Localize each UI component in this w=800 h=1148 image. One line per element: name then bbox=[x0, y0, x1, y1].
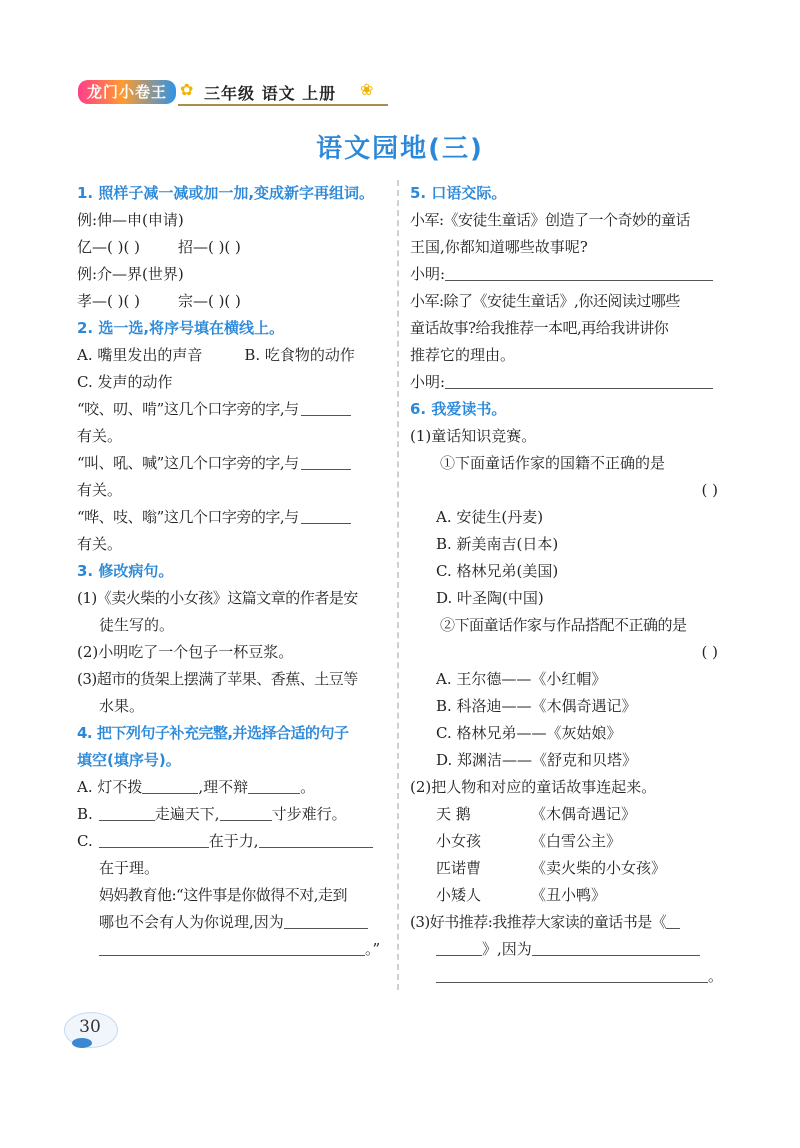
q1-row2-b[interactable]: 宗—( )( ) bbox=[177, 292, 241, 310]
q4-heading-line-1: 4. 把下列句子补充完整,并选择合适的句子 bbox=[77, 724, 349, 742]
q2-answer-1-blank[interactable] bbox=[301, 397, 351, 416]
q6-q1-stem: ①下面童话作家的国籍不正确的是 bbox=[440, 454, 666, 472]
q6-q2-option-d: D. 郑渊洁——《舒克和贝塔》 bbox=[436, 751, 638, 769]
q4-heading-line-2: 填空(填序号)。 bbox=[77, 751, 181, 769]
q4-a-blank-1[interactable] bbox=[142, 775, 198, 794]
q4-mom-line-2-text: 哪也不会有人为你说理,因为 bbox=[99, 913, 284, 931]
q6-book-blank-start[interactable] bbox=[666, 910, 680, 929]
q1-row1-b[interactable]: 招—( )( ) bbox=[177, 238, 241, 256]
q5-xiaojun-1-line-2: 王国,你都知道哪些故事呢? bbox=[410, 238, 588, 256]
q5-xiaoming-2-label: 小明: bbox=[410, 373, 446, 391]
q6-q1-option-d: D. 叶圣陶(中国) bbox=[436, 589, 544, 607]
q6-person-1[interactable]: 天 鹅 bbox=[436, 805, 471, 823]
brand-logo: 龙门小卷王 bbox=[78, 80, 176, 104]
q5-heading: 5. 口语交际。 bbox=[410, 184, 507, 202]
q4-a-text-3: 。 bbox=[300, 778, 316, 796]
q2-option-a: A. 嘴里发出的声音 bbox=[77, 346, 203, 364]
q2-sentence-3-end: 有关。 bbox=[77, 535, 123, 553]
q4-mom-line-1: 妈妈教育他:“这件事是你做得不对,走到 bbox=[99, 886, 347, 904]
q6-person-4[interactable]: 小矮人 bbox=[436, 886, 482, 904]
q4-mom-line-2 bbox=[77, 909, 387, 936]
q6-part-3-line-2 bbox=[410, 936, 722, 963]
q6-heading: 6. 我爱读书。 bbox=[410, 400, 507, 418]
q5-xiaoming-1-label: 小明: bbox=[410, 265, 446, 283]
q6-q2-option-a: A. 王尔德——《小红帽》 bbox=[436, 670, 607, 688]
q6-part-1: (1)童话知识竞赛。 bbox=[410, 427, 537, 445]
q6-story-1[interactable]: 《木偶奇遇记》 bbox=[531, 805, 637, 823]
butterfly-icon: ❀ bbox=[360, 80, 374, 99]
q2-answer-2-blank[interactable] bbox=[301, 451, 351, 470]
q6-q1-option-c: C. 格林兄弟(美国) bbox=[436, 562, 559, 580]
q5-xiaoming-2-blank[interactable] bbox=[445, 370, 713, 389]
q4-b-text-1: B. bbox=[77, 805, 93, 823]
right-column bbox=[410, 180, 722, 990]
q4-mom-end: 。” bbox=[365, 940, 381, 958]
q3-item-3-line-1: (3)超市的货架上摆满了苹果、香蕉、土豆等 bbox=[77, 670, 358, 688]
q6-q1-option-a: A. 安徒生(丹麦) bbox=[436, 508, 544, 526]
q5-xiaoming-2 bbox=[410, 369, 722, 396]
q6-pair-3 bbox=[410, 855, 722, 882]
q5-xiaojun-2-line-3: 推荐它的理由。 bbox=[410, 346, 516, 364]
q4-b-blank-1[interactable] bbox=[99, 802, 155, 821]
q6-book-blank[interactable] bbox=[436, 937, 482, 956]
q4-c-text-2: 在于力, bbox=[208, 832, 259, 850]
q3-item-3-line-2: 水果。 bbox=[99, 697, 145, 715]
q1-row1-a[interactable]: 亿—( )( ) bbox=[77, 238, 140, 256]
q6-story-2[interactable]: 《白雪公主》 bbox=[531, 832, 622, 850]
q6-person-2[interactable]: 小女孩 bbox=[436, 832, 482, 850]
q4-mom-blank-1[interactable] bbox=[284, 910, 368, 929]
q6-part-3-line-3 bbox=[410, 963, 722, 990]
q4-mom-blank-2[interactable] bbox=[99, 937, 365, 956]
q6-pair-1 bbox=[410, 801, 722, 828]
q4-a-blank-2[interactable] bbox=[248, 775, 300, 794]
column-divider bbox=[397, 180, 399, 990]
q2-sentence-3-text: “哗、吱、嗡”这几个口字旁的字,与 bbox=[77, 508, 299, 526]
q6-pair-2 bbox=[410, 828, 722, 855]
q6-story-3[interactable]: 《卖火柴的小女孩》 bbox=[531, 859, 667, 877]
q6-q1-option-b: B. 新美南吉(日本) bbox=[436, 535, 559, 553]
header-rule bbox=[178, 104, 388, 106]
q6-story-4[interactable]: 《丑小鸭》 bbox=[531, 886, 607, 904]
q6-reason-blank-2[interactable] bbox=[436, 964, 708, 983]
q6-q2-stem: ②下面童话作家与作品搭配不正确的是 bbox=[440, 616, 687, 634]
bird-icon bbox=[72, 1038, 92, 1048]
q1-row-2 bbox=[77, 288, 387, 315]
q4-item-c-line-2: 在于理。 bbox=[99, 859, 160, 877]
q4-item-c bbox=[77, 828, 387, 855]
q2-option-b: B. 吃食物的动作 bbox=[244, 346, 355, 364]
q6-part-2: (2)把人物和对应的童话故事连起来。 bbox=[410, 778, 657, 796]
q6-pair-4 bbox=[410, 882, 722, 909]
q4-b-text-2: 走遍天下, bbox=[154, 805, 220, 823]
q1-heading: 1. 照样子减一减或加一加,变成新字再组词。 bbox=[77, 184, 375, 202]
q2-sentence-2-text: “叫、吼、喊”这几个口字旁的字,与 bbox=[77, 454, 299, 472]
q4-mom-line-3 bbox=[77, 936, 387, 963]
q3-item-1-line-1: (1)《卖火柴的小女孩》这篇文章的作者是安 bbox=[77, 589, 358, 607]
q6-q2-option-b: B. 科洛迪——《木偶奇遇记》 bbox=[436, 697, 637, 715]
q4-b-blank-2[interactable] bbox=[220, 802, 272, 821]
q5-xiaojun-1-line-1: 小军:《安徒生童话》创造了一个奇妙的童话 bbox=[410, 211, 691, 229]
q5-xiaoming-1 bbox=[410, 261, 722, 288]
q4-a-text-1: A. 灯不拨 bbox=[77, 778, 143, 796]
q6-person-3[interactable]: 匹诺曹 bbox=[436, 859, 482, 877]
q1-row-1 bbox=[77, 234, 387, 261]
q6-part-3-mid: 》,因为 bbox=[482, 940, 532, 958]
left-column bbox=[77, 180, 387, 963]
q6-q2-answer[interactable]: ( ) bbox=[701, 643, 718, 661]
q6-part-3-end: 。 bbox=[708, 967, 724, 985]
q3-heading: 3. 修改病句。 bbox=[77, 562, 174, 580]
q1-row2-a[interactable]: 孝—( )( ) bbox=[77, 292, 140, 310]
page-title: 语文园地(三) bbox=[316, 134, 484, 164]
q2-sentence-3 bbox=[77, 504, 387, 531]
q2-sentence-1-text: “咬、叨、啃”这几个口字旁的字,与 bbox=[77, 400, 299, 418]
q5-xiaojun-2-line-2: 童话故事?给我推荐一本吧,再给我讲讲你 bbox=[410, 319, 669, 337]
q4-a-text-2: ,理不辩 bbox=[198, 778, 249, 796]
q1-example-2: 例:介—界(世界) bbox=[77, 265, 184, 283]
q2-sentence-2 bbox=[77, 450, 387, 477]
q6-q1-answer[interactable]: ( ) bbox=[701, 481, 718, 499]
q4-item-a bbox=[77, 774, 387, 801]
grade-info: 三年级 语文 上册 bbox=[204, 84, 337, 103]
q3-item-1-line-2: 徒生写的。 bbox=[99, 616, 175, 634]
q6-q2-option-c: C. 格林兄弟——《灰姑娘》 bbox=[436, 724, 622, 742]
q5-xiaojun-2-line-1: 小军:除了《安徒生童话》,你还阅读过哪些 bbox=[410, 292, 680, 310]
q2-sentence-1 bbox=[77, 396, 387, 423]
q2-sentence-2-end: 有关。 bbox=[77, 481, 123, 499]
q4-b-text-3: 寸步难行。 bbox=[271, 805, 347, 823]
q4-c-blank-2[interactable] bbox=[259, 829, 373, 848]
q2-option-c: C. 发声的动作 bbox=[77, 373, 173, 391]
q2-answer-3-blank[interactable] bbox=[301, 505, 351, 524]
q1-example-1: 例:伸—申(申请) bbox=[77, 211, 184, 229]
q2-options-ab bbox=[77, 342, 387, 369]
q4-c-blank-1[interactable] bbox=[99, 829, 209, 848]
q6-part-3-text: (3)好书推荐:我推荐大家读的童话书是《 bbox=[410, 913, 667, 931]
q4-item-b bbox=[77, 801, 387, 828]
q5-xiaoming-1-blank[interactable] bbox=[445, 262, 713, 281]
page-number-badge bbox=[64, 1012, 116, 1050]
q4-c-text-1: C. bbox=[77, 832, 93, 850]
q2-sentence-1-end: 有关。 bbox=[77, 427, 123, 445]
page-number: 30 bbox=[79, 1017, 101, 1037]
q6-reason-blank-1[interactable] bbox=[532, 937, 700, 956]
q3-item-2: (2)小明吃了一个包子一杯豆浆。 bbox=[77, 643, 294, 661]
q6-part-3 bbox=[410, 909, 722, 936]
bee-icon: ✿ bbox=[180, 80, 194, 99]
q2-heading: 2. 选一选,将序号填在横线上。 bbox=[77, 319, 285, 337]
